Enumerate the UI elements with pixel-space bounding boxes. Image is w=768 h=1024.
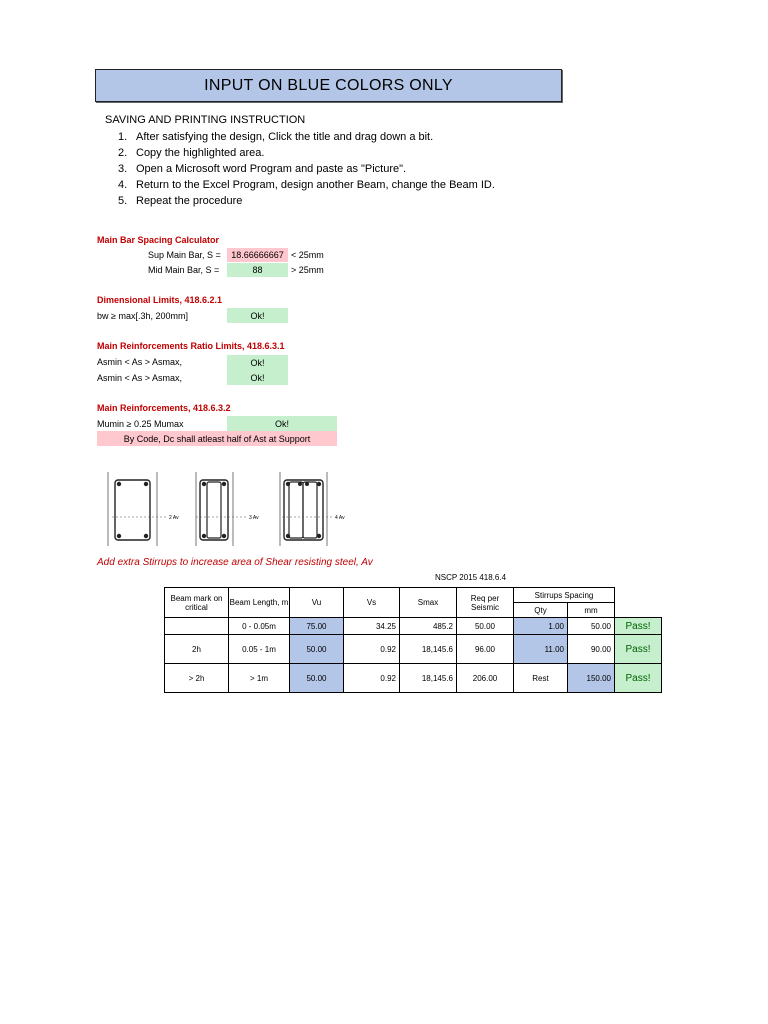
stirrup-diagram-3av <box>196 472 259 546</box>
instruction-step: 5. Repeat the procedure <box>118 195 243 207</box>
instructions-title: SAVING AND PRINTING INSTRUCTION <box>105 114 306 126</box>
dim-limits-title: Dimensional Limits, 418.6.2.1 <box>97 295 223 305</box>
table-row: 2h 0.05 - 1m 50.00 0.92 18,145.6 96.00 11.00 90.00 Pass! <box>165 635 662 664</box>
status-badge: Pass! <box>615 635 662 664</box>
sup-main-bar-value: 18.66666667 <box>227 248 288 262</box>
spacing-calc-title: Main Bar Spacing Calculator <box>97 235 220 245</box>
sup-main-bar-check: < 25mm <box>291 250 324 260</box>
sup-main-bar-label: Sup Main Bar, S = <box>148 250 221 260</box>
ratio-limits-row1-result: Ok! <box>227 355 288 370</box>
stirrup-note: Add extra Stirrups to increase area of Shear resisting steel, Av <box>97 557 373 568</box>
diagram-label-1: 2 Av <box>169 515 179 521</box>
header-vs: Vs <box>344 588 400 618</box>
mid-main-bar-check: > 25mm <box>291 265 324 275</box>
vu-input[interactable]: 75.00 <box>290 618 344 635</box>
table-header-row <box>165 588 662 603</box>
code-reference: NSCP 2015 418.6.4 <box>435 573 507 582</box>
table-row: 0 - 0.05m 75.00 34.25 485.2 50.00 1.00 50.00 Pass! <box>165 618 662 635</box>
instruction-step: 4. Return to the Excel Program, design another Beam, change the Beam ID. <box>118 179 495 191</box>
stirrup-diagram-2av <box>108 472 179 546</box>
dim-limits-label: bw ≥ max[.3h, 200mm] <box>97 311 188 321</box>
main-reinf-note: By Code, Dc shall atleast half of Ast at Support <box>97 431 337 446</box>
page-title[interactable]: INPUT ON BLUE COLORS ONLY <box>95 69 562 102</box>
mid-main-bar-value: 88 <box>227 263 288 277</box>
instructions-list <box>118 129 495 209</box>
mid-main-bar-label: Mid Main Bar, S = <box>148 265 220 275</box>
header-stirrups-spacing: Stirrups Spacing <box>514 588 615 603</box>
instruction-step: 1. After satisfying the design, Click the title and drag down a bit. <box>118 131 434 143</box>
ratio-limits-row1-label: Asmin < As > Asmax, <box>97 357 183 367</box>
diagram-label-2: 3 Av <box>249 515 259 521</box>
instruction-step: 2. Copy the highlighted area. <box>118 147 265 159</box>
instruction-step: 3. Open a Microsoft word Program and paste as "Picture". <box>118 163 407 175</box>
qty-input[interactable]: 11.00 <box>514 635 568 664</box>
ratio-limits-row2-label: Asmin < As > Asmax, <box>97 373 183 383</box>
header-smax: Smax <box>400 588 457 618</box>
dim-limits-result: Ok! <box>227 308 288 323</box>
table-row: > 2h > 1m 50.00 0.92 18,145.6 206.00 Rest 150.00 Pass! <box>165 664 662 693</box>
ratio-limits-row2-result: Ok! <box>227 370 288 385</box>
header-beam-mark: Beam mark on critical <box>165 588 229 618</box>
main-reinf-label: Mumin ≥ 0.25 Mumax <box>97 419 184 429</box>
mm-input[interactable]: 150.00 <box>568 664 615 693</box>
ratio-limits-title: Main Reinforcements Ratio Limits, 418.6.3.1 <box>97 341 285 351</box>
stirrup-diagrams <box>100 468 370 550</box>
vu-input[interactable]: 50.00 <box>290 635 344 664</box>
qty-input[interactable]: 1.00 <box>514 618 568 635</box>
diagram-label-3: 4 Av <box>335 515 345 521</box>
header-beam-length: Beam Length, m <box>229 588 290 618</box>
header-vu: Vu <box>290 588 344 618</box>
status-badge: Pass! <box>615 664 662 693</box>
status-badge: Pass! <box>615 618 662 635</box>
header-mm: mm <box>568 603 615 618</box>
stirrup-diagram-4av <box>280 472 345 546</box>
stirrup-table <box>164 587 662 693</box>
header-qty: Qty <box>514 603 568 618</box>
header-req-seismic: Req per Seismic <box>457 588 514 618</box>
vu-input[interactable]: 50.00 <box>290 664 344 693</box>
main-reinf-title: Main Reinforcements, 418.6.3.2 <box>97 403 231 413</box>
main-reinf-result: Ok! <box>227 416 337 431</box>
